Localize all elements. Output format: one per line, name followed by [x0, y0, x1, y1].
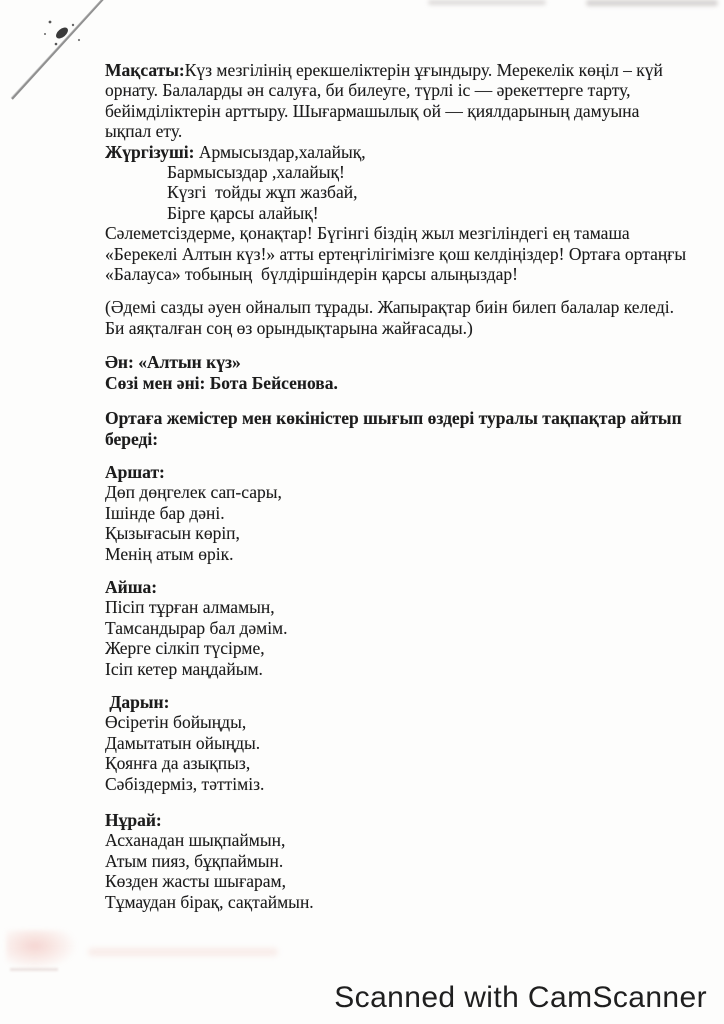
scan-smudge-bottom-streak	[88, 948, 278, 956]
scan-smudge-bottom-line	[10, 968, 58, 971]
host-line-1	[105, 142, 665, 162]
purpose-line-1	[105, 60, 665, 80]
verse-aisha	[105, 577, 665, 679]
verse-line: Қоянға да азықпыз,	[105, 753, 251, 774]
narration-line-1: Ортаға жемістер мен көкіністер шығып өздері туралы тақпақтар айтып	[105, 408, 682, 429]
song-block	[105, 352, 665, 393]
host-text-1: Армысыздар,халайық,	[194, 141, 366, 162]
stage-direction-line-2: Би аяқталған соң өз орындықтарына жайғасады.)	[105, 317, 473, 338]
verse-line: Дөп дөңгелек сап-сары,	[105, 482, 282, 503]
host-label: Жүргізуші:	[105, 141, 195, 162]
verse-line: Сәбіздерміз, тәттіміз.	[105, 773, 265, 794]
scan-smudge-bottom-corner	[6, 930, 78, 970]
greeting-line-3: «Балауса» тобының бүлдіршіндерін қарсы алыңыздар!	[105, 264, 518, 285]
host-line-4: Бірге қарсы алайық!	[167, 202, 319, 223]
purpose-line-3: бейімділіктерін арттыру. Шығармашылық ой — қиялдарының дамуына	[105, 100, 640, 121]
stage-direction	[105, 297, 674, 338]
purpose-text-1: Күз мезгілінің ерекшеліктерін ұғындыру. Мерекелік көңіл – күй	[184, 60, 663, 80]
verse-line: Менің атым өрік.	[105, 543, 234, 564]
verse-speaker: Айша:	[105, 576, 158, 597]
host-line-2: Бармысыздар ,халайық!	[167, 162, 345, 183]
verse-line: Ісіп кетер маңдайым.	[105, 658, 263, 679]
verse-line: Қызығасын көріп,	[105, 523, 240, 544]
document-body	[105, 60, 687, 912]
verse-line: Өсіретін бойыңды,	[105, 712, 247, 733]
verse-line: Атым пияз, бұқпаймын.	[105, 850, 284, 871]
song-title: Ән: «Алтын күз»	[105, 352, 241, 373]
verse-line: Ішінде бар дәні.	[105, 502, 225, 523]
verse-line: Пісіп тұрған алмамын,	[105, 597, 275, 618]
verse-arshat	[105, 462, 665, 564]
purpose-label: Мақсаты:	[105, 60, 185, 80]
verse-line: Жерге сілкіп түсірме,	[105, 638, 265, 659]
narration-line-2: береді:	[105, 428, 159, 449]
stage-direction-line-1: (Әдемі сазды әуен ойналып тұрады. Жапырақтар биін билеп балалар келеді.	[105, 297, 674, 318]
song-credit: Сөзі мен әні: Бота Бейсенова.	[105, 372, 338, 393]
scan-smudge-top-left	[428, 0, 546, 5]
camscanner-credit: Scanned with CamScanner	[334, 981, 707, 1014]
verse-nurai	[105, 810, 665, 912]
narration-block	[105, 408, 682, 449]
verse-line: Тұмаудан бірақ, сақтаймын.	[105, 891, 314, 912]
greeting-line-2: «Берекелі Алтын күз!» атты ертеңгілігімізге қош келдіңіздер! Ортаға ортаңғы	[105, 243, 687, 264]
verse-speaker: Аршат:	[105, 461, 165, 482]
purpose-line-4: ықпал ету.	[105, 121, 183, 142]
greeting-line-1: Сәлеметсіздерме, қонақтар! Бүгінгі біздің жыл мезгіліндегі ең тамаша	[105, 223, 630, 244]
verse-speaker: Дарын:	[105, 691, 170, 712]
verse-speaker: Нұрай:	[105, 810, 162, 830]
purpose-line-2: орнату. Балаларды ән салуға, би билеуге, түрлі іс — әрекеттерге тарту,	[105, 80, 631, 101]
verse-daryn	[105, 692, 665, 794]
verse-line: Дамытатын ойыңды.	[105, 732, 261, 753]
scan-smudge-top-right	[586, 0, 718, 6]
verse-line: Көзден жасты шығарам,	[105, 871, 286, 892]
verse-line: Тамсандырар бал дәмім.	[105, 617, 288, 638]
host-line-3: Күзгі тойды жұп жазбай,	[167, 182, 358, 203]
verse-line: Асханадан шықпаймын,	[105, 830, 286, 851]
